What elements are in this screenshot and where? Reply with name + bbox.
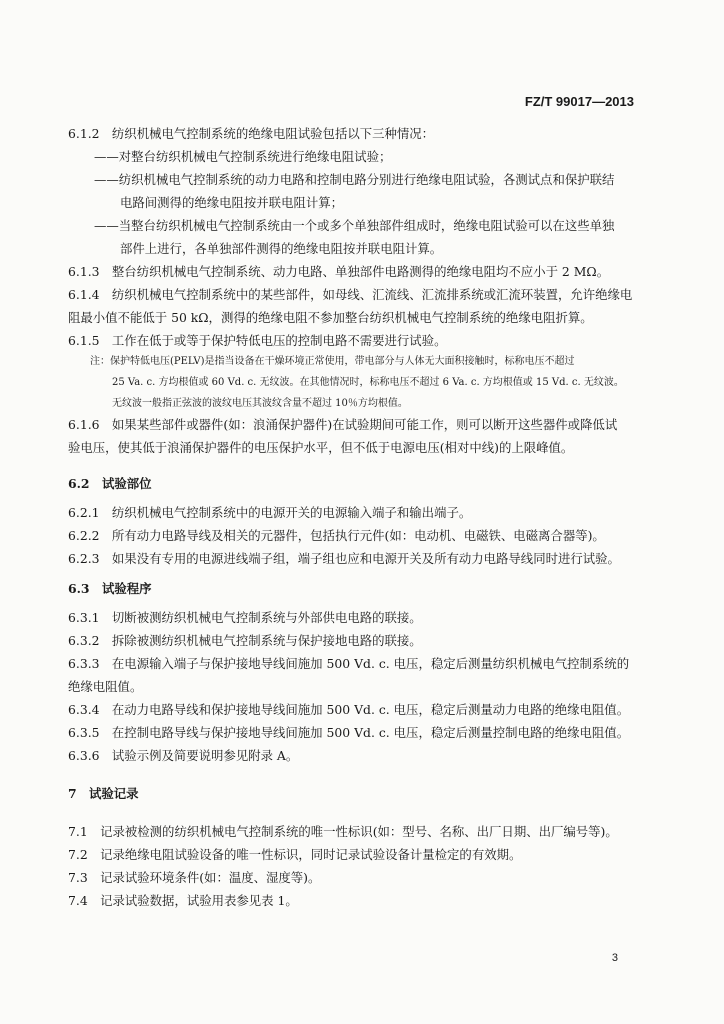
clause-6-3-4: 6.3.4 在动力电路导线和保护接地导线间施加 500 Vd. c. 电压，稳定后测量动力电路的绝缘电阻值。	[68, 702, 630, 717]
clause-7-1: 7.1 记录被检测的纺织机械电气控制系统的唯一性标识(如：型号、名称、出厂日期、出厂编号等)。	[68, 824, 618, 839]
note: 注：保护特低电压(PELV)是指当设备在干燥环境正常使用，带电部分与人体无大面积接触时，标称电压不超过	[90, 356, 575, 367]
list-item: ——对整台纺织机械电气控制系统进行绝缘电阻试验；	[94, 149, 392, 164]
section-heading-6-3: 6.3 试验程序	[68, 581, 152, 596]
clause-7-3: 7.3 记录试验环境条件(如：温度、湿度等)。	[68, 870, 321, 885]
list-item: ——当整台纺织机械电气控制系统由一个或多个单独部件组成时，绝缘电阻试验可以在这些单独	[94, 218, 615, 233]
list-item-cont: 电路间测得的绝缘电阻按并联电阻计算；	[120, 195, 344, 210]
clause-6-1-4: 6.1.4 纺织机械电气控制系统中的某些部件，如母线、汇流线、汇流排系统或汇流环装置，允许绝缘电	[68, 287, 633, 302]
clause-6-3-1: 6.3.1 切断被测纺织机械电气控制系统与外部供电电路的联接。	[68, 610, 422, 625]
clause-7-2: 7.2 记录绝缘电阻试验设备的唯一性标识，同时记录试验设备计量检定的有效期。	[68, 847, 522, 862]
clause-6-2-3: 6.2.3 如果没有专用的电源进线端子组，端子组也应和电源开关及所有动力电路导线同时进行试验。	[68, 551, 620, 566]
page-number: 3	[611, 952, 618, 964]
list-item: ——纺织机械电气控制系统的动力电路和控制电路分别进行绝缘电阻试验，各测试点和保护联结	[94, 172, 615, 187]
clause-6-1-6-cont: 验电压，使其低于浪涌保护器件的电压保护水平，但不低于电源电压(相对中线)的上限峰值。	[68, 440, 574, 455]
section-heading-6-2: 6.2 试验部位	[68, 476, 152, 491]
note-cont: 25 Va. c. 方均根值或 60 Vd. c. 无纹波。在其他情况时，标称电压不超过 6 Va. c. 方均根值或 15 Vd. c. 无纹波。	[112, 377, 624, 388]
clause-6-2-2: 6.2.2 所有动力电路导线及相关的元器件，包括执行元件(如：电动机、电磁铁、电磁离合器等)。	[68, 528, 605, 543]
clause-6-1-2: 6.1.2 纺织机械电气控制系统的绝缘电阻试验包括以下三种情况：	[68, 126, 435, 141]
clause-6-1-6: 6.1.6 如果某些部件或器件(如：浪涌保护器件)在试验期间可能工作，则可以断开这些器件或降低试	[68, 417, 618, 432]
clause-6-1-4-cont: 阻最小值不能低于 50 kΩ，测得的绝缘电阻不参加整台纺织机械电气控制系统的绝缘电阻折算。	[68, 310, 593, 325]
clause-6-2-1: 6.2.1 纺织机械电气控制系统中的电源开关的电源输入端子和输出端子。	[68, 505, 472, 520]
clause-6-3-6: 6.3.6 试验示例及简要说明参见附录 A。	[68, 748, 299, 763]
clause-6-3-5: 6.3.5 在控制电路导线与保护接地导线间施加 500 Vd. c. 电压，稳定后测量控制电路的绝缘电阻值。	[68, 725, 630, 740]
clause-6-3-3: 6.3.3 在电源输入端子与保护接地导线间施加 500 Vd. c. 电压，稳定后测量纺织机械电气控制系统的	[68, 656, 630, 671]
clause-6-3-2: 6.3.2 拆除被测纺织机械电气控制系统与保护接地电路的联接。	[68, 633, 422, 648]
clause-6-3-3-cont: 绝缘电阻值。	[68, 679, 143, 694]
clause-6-1-5: 6.1.5 工作在低于或等于保护特低电压的控制电路不需要进行试验。	[68, 333, 447, 348]
chapter-heading-7: 7 试验记录	[68, 786, 139, 801]
list-item-cont: 部件上进行，各单独部件测得的绝缘电阻按并联电阻计算。	[120, 241, 443, 256]
clause-6-1-3: 6.1.3 整台纺织机械电气控制系统、动力电路、单独部件电路测得的绝缘电阻均不应小于 2 MΩ。	[68, 264, 610, 279]
clause-7-4: 7.4 记录试验数据，试验用表参见表 1。	[68, 893, 298, 908]
note-cont: 无纹波一般指正弦波的波纹电压其波纹含量不超过 10％方均根值。	[112, 398, 408, 409]
standard-code: FZ/T 99017—2013	[524, 94, 634, 109]
